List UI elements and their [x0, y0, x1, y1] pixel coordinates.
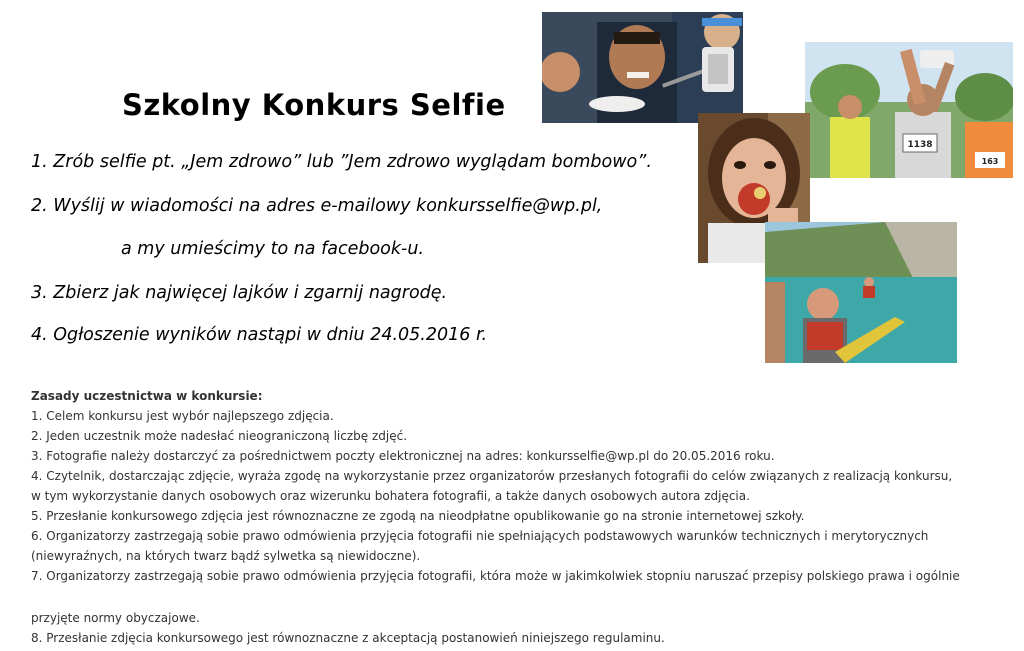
- rule-line: 6. Organizatorzy zastrzegają sobie prawo odmówienia przyjęcia fotografii nie spełniających podstawowych warunków technicznych i merytorycznych: [31, 529, 929, 543]
- rules-gap: [31, 586, 991, 608]
- rule-line: 8. Przesłanie zdjęcia konkursowego jest równoznaczne z akceptacją postanowień niniejszego regulaminu.: [31, 631, 665, 645]
- rule-line: przyjęte normy obyczajowe.: [31, 611, 200, 625]
- rule-line: 7. Organizatorzy zastrzegają sobie prawo odmówienia przyjęcia fotografii, która może w jakimkolwiek stopniu naruszać przepisy polskiego prawa i ogólnie: [31, 569, 960, 583]
- runner-bib-number: 1138: [907, 140, 933, 150]
- rule-line: 5. Przesłanie konkursowego zdjęcia jest równoznaczne ze zgodą na nieodpłatne opublikowanie go na stronie internetowej szkoły.: [31, 509, 805, 523]
- step-3: 3. Zbierz jak najwięcej lajków i zgarnij nagrodę.: [31, 283, 448, 303]
- rule-line: 4. Czytelnik, dostarczając zdjęcie, wyraża zgodę na wykorzystanie przez organizatorów przesłanych fotografii do celów związanych z realizacją konkursu,: [31, 469, 953, 483]
- step-2-continued: a my umieścimy to na facebook-u.: [121, 239, 424, 259]
- runner-bib-number-2: 163: [981, 157, 999, 166]
- step-1: 1. Zrób selfie pt. „Jem zdrowo” lub ”Jem zdrowo wyglądam bombowo”.: [31, 152, 652, 172]
- photo-runners: [805, 42, 1013, 178]
- photo-kayak: [765, 222, 957, 363]
- rule-line: 2. Jeden uczestnik może nadesłać nieograniczoną liczbę zdjęć.: [31, 429, 408, 443]
- page-title: Szkolny Konkurs Selfie: [122, 88, 506, 122]
- rule-line: w tym wykorzystanie danych osobowych oraz wizerunku bohatera fotografii, a także danych osobowych autora zdjęcia.: [31, 489, 750, 503]
- rule-line: 3. Fotografie należy dostarczyć za pośrednictwem poczty elektronicznej na adres: konkursselfie@wp.pl do 20.05.2016 roku.: [31, 449, 775, 463]
- photo-selfie-stick: [542, 12, 743, 123]
- rule-line: 1. Celem konkursu jest wybór najlepszego zdjęcia.: [31, 409, 334, 423]
- rules-section: [31, 386, 991, 648]
- step-2: 2. Wyślij w wiadomości na adres e-mailowy konkursselfie@wp.pl,: [31, 196, 603, 216]
- rule-line: (niewyraźnych, na których twarz bądź sylwetka są niewidoczne).: [31, 549, 421, 563]
- step-4: 4. Ogłoszenie wyników nastąpi w dniu 24.05.2016 r.: [31, 325, 488, 345]
- rules-heading: Zasady uczestnictwa w konkursie:: [31, 389, 263, 403]
